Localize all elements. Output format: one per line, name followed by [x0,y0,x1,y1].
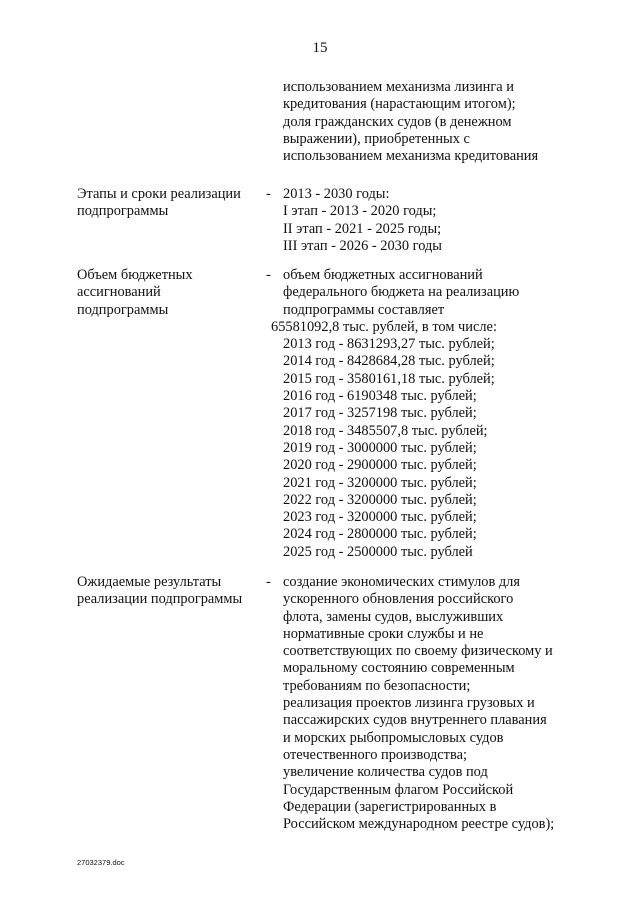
label-line: ассигнований [77,284,161,301]
value-line: подпрограммы составляет [283,301,445,318]
value-line: II этап - 2021 - 2025 годы; [283,220,442,237]
value-line: 2016 год - 6190348 тыс. рублей; [283,388,477,405]
label-line: Ожидаемые результаты [77,574,222,590]
section-dash: - [266,267,271,283]
value-line: 2013 - 2030 годы: [283,186,390,202]
value-line: объем бюджетных ассигнований [283,267,483,283]
section-label [77,186,257,221]
label-line: Объем бюджетных [77,267,193,283]
section-dash: - [266,186,271,202]
label-line: Этапы и сроки реализации [77,186,241,202]
value-line: 2013 год - 8631293,27 тыс. рублей; [283,336,495,353]
value-line: 2022 год - 3200000 тыс. рублей; [283,491,477,508]
value-line: требованиям по безопасности; [283,677,471,694]
value-line: федерального бюджета на реализацию [283,284,520,301]
label-line: подпрограммы [77,203,169,220]
value-line: 2023 год - 3200000 тыс. рублей; [283,509,477,526]
continuation-line: использованием механизма лизинга и [283,79,514,95]
value-line: увеличение количества судов под [283,764,488,781]
value-line: 2019 год - 3000000 тыс. рублей; [283,439,477,456]
continuation-line: кредитования (нарастающим итогом); [283,96,516,113]
label-line: реализации подпрограммы [77,591,243,608]
value-line: 2018 год - 3485507,8 тыс. рублей; [283,422,488,439]
continuation-line: выражении), приобретенных с [283,130,470,147]
value-line: пассажирских судов внутреннего плавания [283,712,547,729]
value-line: нормативные сроки службы и не [283,625,484,642]
value-line: флота, замены судов, выслуживших [283,608,504,625]
value-line: 2020 год - 2900000 тыс. рублей; [283,457,477,474]
value-line: 2021 год - 3200000 тыс. рублей; [283,474,477,491]
label-line: подпрограммы [77,301,169,318]
section-value [271,267,613,561]
continuation-text [283,79,613,165]
section-label [77,574,257,609]
value-line: III этап - 2026 - 2030 годы [283,237,442,254]
value-line: и морских рыбопромысловых судов [283,729,504,746]
value-line: 65581092,8 тыс. рублей, в том числе: [271,318,497,335]
value-line: реализация проектов лизинга грузовых и [283,695,535,712]
value-line: соответствующих по своему физическому и [283,643,553,660]
value-line: 2015 год - 3580161,18 тыс. рублей; [283,370,495,387]
value-line: создание экономических стимулов для [283,574,520,590]
section-dash: - [266,574,271,590]
value-line: отечественного производства; [283,746,467,763]
section-value [283,574,613,833]
value-line: Государственным флагом Российской [283,781,514,798]
continuation-line: доля гражданских судов (в денежном [283,113,512,130]
value-line: Российском международном реестре судов); [283,816,555,833]
value-line: 2014 год - 8428684,28 тыс. рублей; [283,353,495,370]
value-line: Федерации (зарегистрированных в [283,798,497,815]
footer-doc-code: 27032379.doc [77,858,125,867]
value-line: 2025 год - 2500000 тыс. рублей [283,543,473,560]
section-label [77,267,257,319]
continuation-line: использованием механизма кредитования [283,148,539,165]
value-line: I этап - 2013 - 2020 годы; [283,203,437,220]
page-number: 15 [312,40,328,56]
value-line: 2024 год - 2800000 тыс. рублей; [283,526,477,543]
value-line: ускоренного обновления российского [283,591,514,608]
value-line: 2017 год - 3257198 тыс. рублей; [283,405,477,422]
section-value [283,186,613,255]
value-line: моральному состоянию современным [283,660,515,677]
